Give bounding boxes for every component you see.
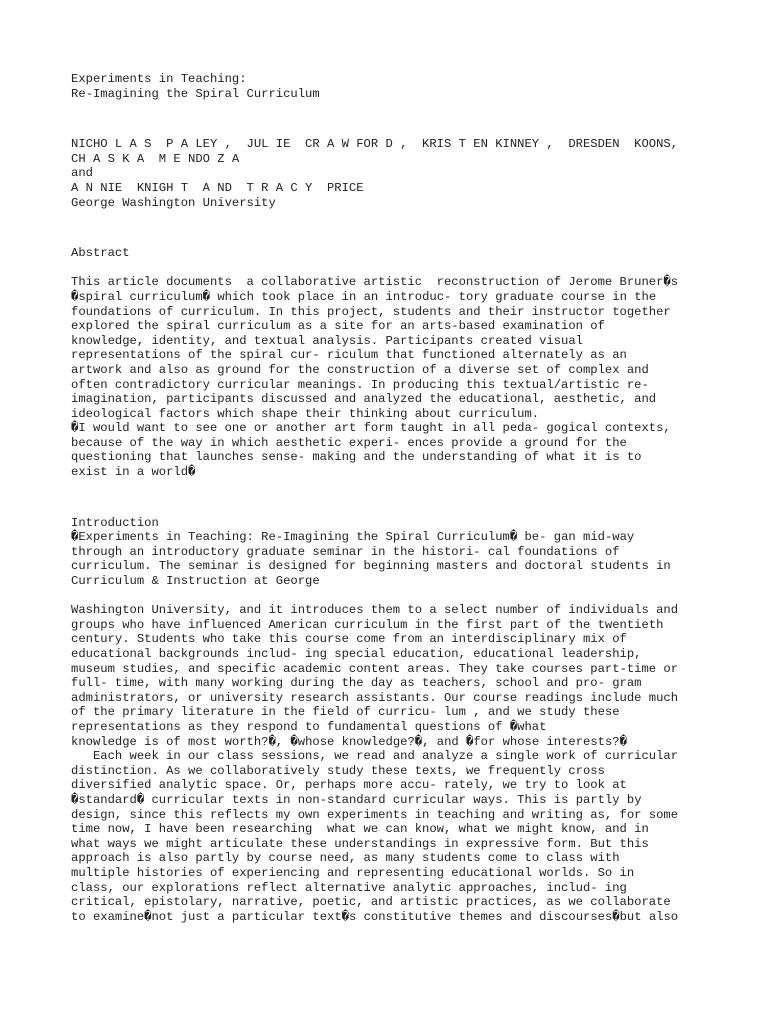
introduction-paragraph-3: Each week in our class sessions, we read and analyze a single work of curricular distinction. As we collaboratively study these texts, we frequently cross diversified analytic space. Or, perhaps more accu- rately, we try to look at �standard� curricular texts in non-standard curricular ways. This is partly by design, since this reflects my own experiments in teaching and writing as, for some time now, I have been researching what we can know, what we might know, and in what ways we might articulate these understandings in expressive form. But this approach is also partly by course need, as many students come to class with multiple histories of experiencing and representing educational worlds. So in class, our explorations reflect alternative analytic approaches, includ- ing critical, epistolary, narrative, poetic, and artistic practices, as we collaborate to examine�not just a particular text�s constitutive themes and discourses�but also xyxy=(71,749,679,924)
authors-line-2: CH A S K A M E NDO Z A xyxy=(71,151,240,166)
introduction-paragraph-2: Washington University, and it introduces them to a select number of individuals and groups who have influenced American curriculum in the first part of the twentieth century. Students who take this course come from an interdisciplinary mix of educational backgrounds includ- ing special education, educational leadership, museum studies, and specific academic content areas. They take courses part-time or full- time, with many working during the day as teachers, school and pro- gram administrators, or university research assistants. Our course readings include much of the primary literature in the field of curricu- lum , and we study these representations as they respond to fundamental questions of �what knowledge is of most worth?�, �whose knowledge?�, and �for whose interests?� xyxy=(71,603,679,749)
article-title xyxy=(71,72,731,101)
title-line-1: Experiments in Teaching: xyxy=(71,72,247,86)
introduction-paragraph-1: �Experiments in Teaching: Re-Imagining the Spiral Curriculum� be- gan mid-way through an introductory graduate seminar in the histori- cal foundations of curriculum. The seminar is designed for beginning masters and doctoral students in Curriculum & Instruction at George xyxy=(71,530,671,589)
abstract-body: This article documents a collaborative artistic reconstruction of Jerome Bruner�s �spiral curriculum� which took place in an introduc- tory graduate course in the foundations of curriculum. In this project, students and their instructor together explored the spiral curriculum as a site for an arts-based examination of knowledge, identity, and textual analysis. Participants created visual representations of the spiral cur- riculum that functioned alternately as an artwork and also as ground for the construction of a diverse set of complex and often contradictory curricular meanings. In producing this textual/artistic re- imagination, participants discussed and analyzed the educational, aesthetic, and ideological factors which shape their thinking about curriculum. �I would want to see one or another art form taught in all peda- gogical contexts, because of the way in which aesthetic experi- ences provide a ground for the questioning that launches sense- making and the understanding of what it is to exist in a world� xyxy=(71,275,679,480)
author-affiliation: George Washington University xyxy=(71,195,276,210)
authors-line-4: A N NIE KNIGH T A ND T R A C Y PRICE xyxy=(71,180,364,195)
authors-line-1: NICHO L A S P A LEY , JUL IE CR A W FOR D , KRIS T EN KINNEY , DRESDEN KOONS, xyxy=(71,137,679,152)
author-list xyxy=(71,137,731,210)
abstract-section xyxy=(71,246,731,480)
introduction-heading: Introduction xyxy=(71,515,159,530)
introduction-section xyxy=(71,516,731,925)
abstract-heading: Abstract xyxy=(71,246,130,261)
document-page xyxy=(71,72,731,924)
title-line-2: Re-Imagining the Spiral Curriculum xyxy=(71,86,320,101)
authors-line-3: and xyxy=(71,166,93,181)
